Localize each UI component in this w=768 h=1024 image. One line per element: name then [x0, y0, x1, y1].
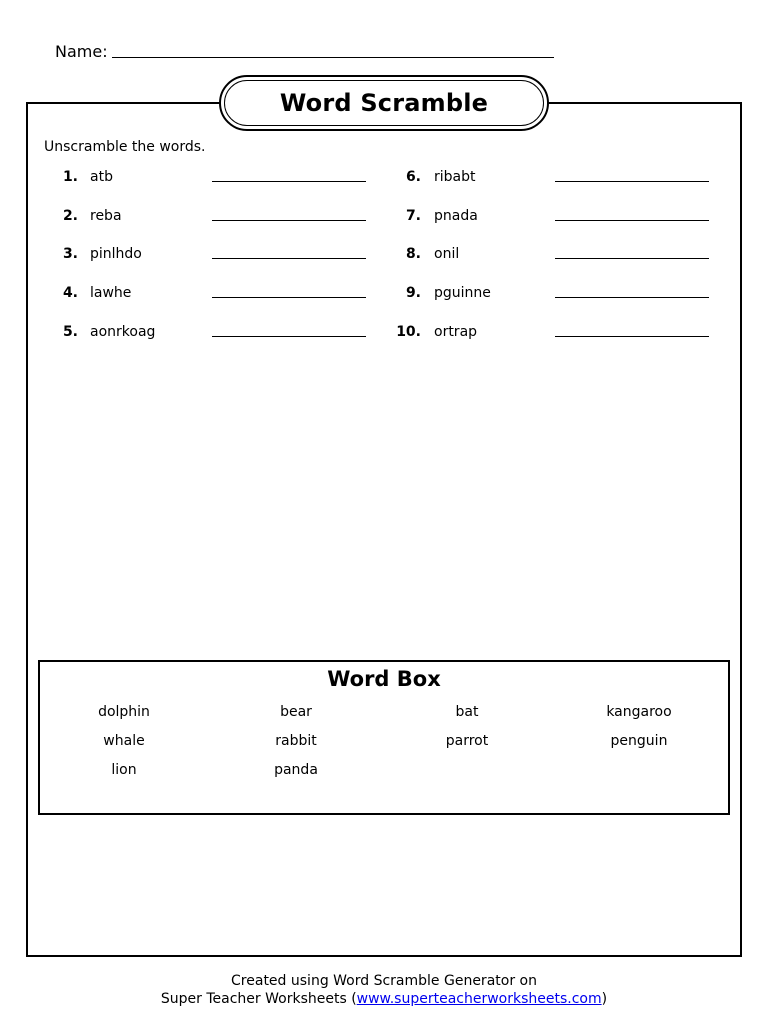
answer-line[interactable]	[555, 336, 709, 337]
instructions: Unscramble the words.	[44, 139, 206, 155]
word-box-item: bat	[455, 704, 479, 720]
problem-number: 3.	[62, 246, 78, 262]
word-box-item: panda	[274, 762, 318, 778]
answer-line[interactable]	[212, 220, 366, 221]
footer-source-suffix: )	[601, 991, 608, 1007]
word-box-item: parrot	[445, 733, 489, 749]
answer-line[interactable]	[212, 258, 366, 259]
page-title: Word Scramble	[279, 89, 489, 117]
scrambled-word: pnada	[434, 208, 478, 224]
word-box-item: penguin	[610, 733, 668, 749]
title-banner	[219, 75, 549, 131]
problem-number: 4.	[62, 285, 78, 301]
word-box-item: dolphin	[98, 704, 150, 720]
answer-line[interactable]	[212, 336, 366, 337]
scrambled-word: ribabt	[434, 169, 476, 185]
scrambled-word: onil	[434, 246, 460, 262]
answer-line[interactable]	[555, 297, 709, 298]
answer-line[interactable]	[555, 220, 709, 221]
footer	[0, 972, 768, 1008]
word-box-item: kangaroo	[606, 704, 672, 720]
answer-line[interactable]	[212, 297, 366, 298]
problem-item	[391, 167, 721, 187]
problem-number: 9.	[405, 285, 421, 301]
problem-item	[48, 283, 378, 303]
problem-number: 7.	[405, 208, 421, 224]
word-box	[38, 660, 730, 815]
problem-item	[48, 206, 378, 226]
problem-item	[48, 244, 378, 264]
scrambled-word: reba	[90, 208, 122, 224]
word-box-item: lion	[111, 762, 137, 778]
scrambled-word: ortrap	[434, 324, 478, 340]
problem-item	[391, 283, 721, 303]
problem-number: 6.	[405, 169, 421, 185]
word-box-title: Word Box	[327, 667, 441, 691]
word-box-item: whale	[103, 733, 145, 749]
problem-number: 5.	[62, 324, 78, 340]
problem-item	[48, 322, 378, 342]
word-box-item: rabbit	[275, 733, 317, 749]
scrambled-word: aonrkoag	[90, 324, 156, 340]
word-box-item: bear	[280, 704, 312, 720]
problem-number: 1.	[62, 169, 78, 185]
scrambled-word: atb	[90, 169, 113, 185]
footer-credit-line: Created using Word Scramble Generator on	[231, 973, 537, 989]
footer-source-line	[0, 990, 768, 1008]
name-row	[55, 38, 554, 62]
problem-item	[391, 206, 721, 226]
answer-line[interactable]	[555, 181, 709, 182]
footer-source-prefix: Super Teacher Worksheets (	[160, 991, 357, 1007]
problem-number: 2.	[62, 208, 78, 224]
scrambled-word: lawhe	[90, 285, 132, 301]
problem-item	[48, 167, 378, 187]
name-label: Name:	[55, 42, 108, 61]
problem-item	[391, 244, 721, 264]
worksheet-frame	[26, 102, 742, 957]
problem-item	[391, 322, 721, 342]
name-field[interactable]	[112, 57, 554, 58]
problem-number: 10.	[396, 324, 421, 340]
answer-line[interactable]	[212, 181, 366, 182]
answer-line[interactable]	[555, 258, 709, 259]
footer-website-link[interactable]: www.superteacherworksheets.com	[356, 991, 602, 1007]
problem-number: 8.	[405, 246, 421, 262]
scrambled-word: pinlhdo	[90, 246, 142, 262]
scrambled-word: pguinne	[434, 285, 491, 301]
